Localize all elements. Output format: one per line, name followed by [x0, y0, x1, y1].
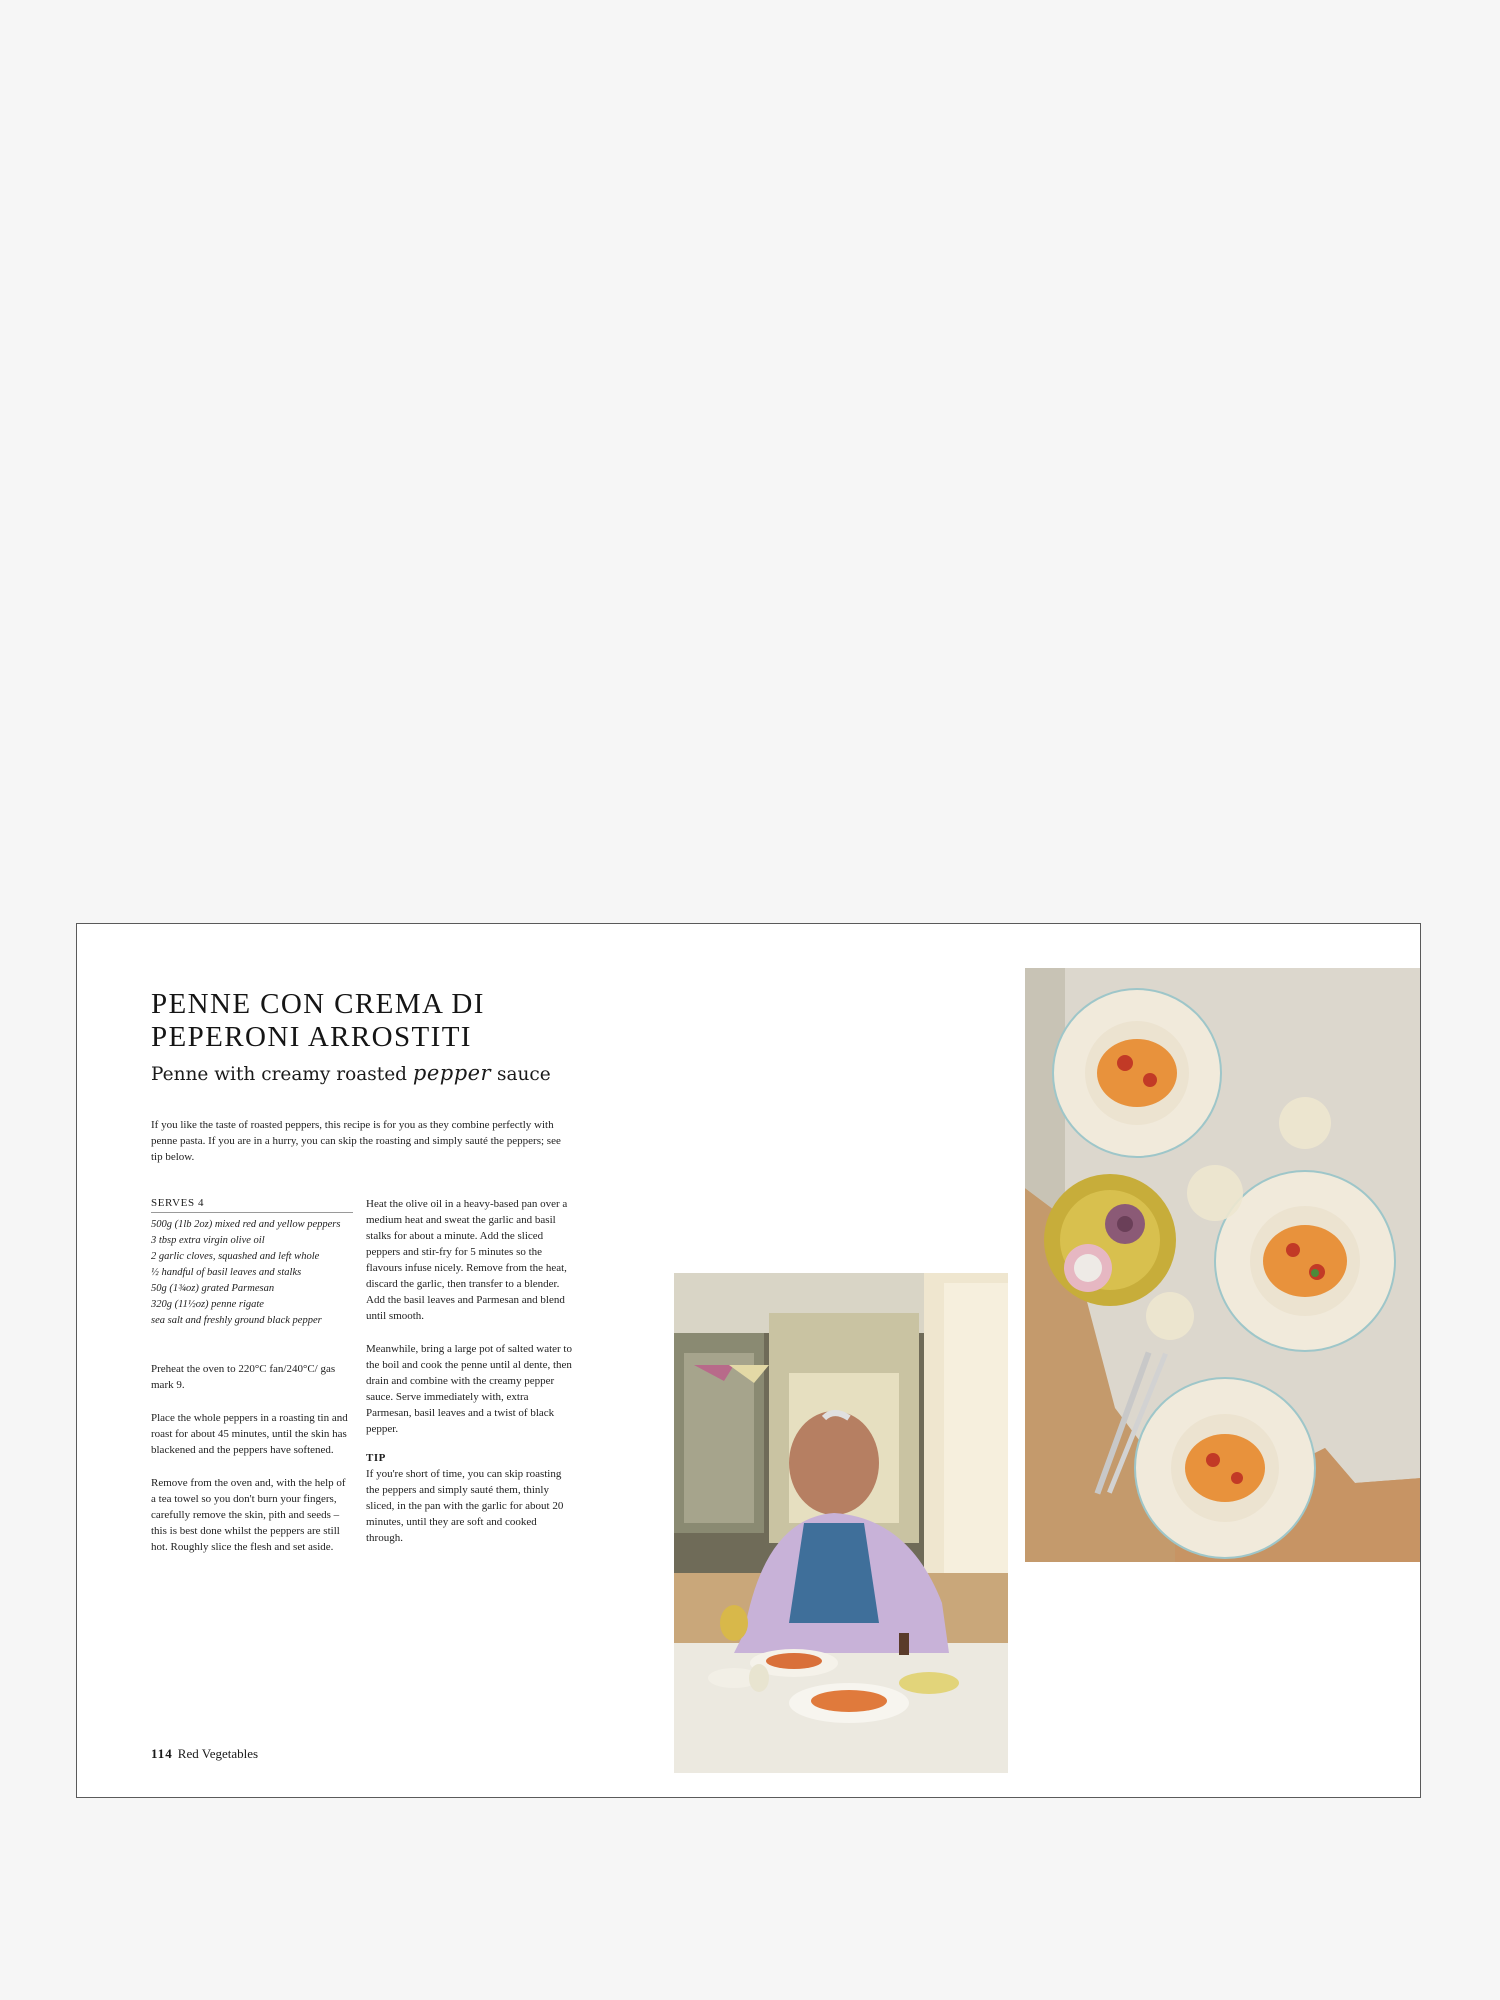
- pasta-table-photo: [1025, 968, 1421, 1562]
- left-column: [151, 1196, 353, 1572]
- right-column: [366, 1196, 572, 1563]
- ingredient-item: 3 tbsp extra virgin olive oil: [151, 1235, 265, 1246]
- ingredient-item: ½ handful of basil leaves and stalks: [151, 1267, 302, 1278]
- serves-label: SERVES 4: [151, 1196, 353, 1213]
- book-spread: [76, 923, 1421, 1798]
- subtitle-end: sauce: [491, 1064, 551, 1085]
- ingredient-list: [151, 1217, 353, 1329]
- method-steps: [151, 1361, 353, 1555]
- recipe-intro: If you like the taste of roasted peppers, this recipe is for you as they combine perfectly with penne pasta. If you are in a hurry, you can skip the roasting and simply sauté the peppers; see tip below.: [151, 1119, 561, 1163]
- ingredient-item: sea salt and freshly ground black pepper: [151, 1315, 322, 1326]
- recipe-title: PENNE CON CREMA DI PEPERONI ARROSTITI: [151, 988, 485, 1053]
- method-step: Heat the olive oil in a heavy-based pan over a medium heat and sweat the garlic and basil stalks for about a minute. Add the sliced peppers and stir-fry for 5 minutes so the flavours infuse nicely. Remove from the heat, discard the garlic, then transfer to a blender. Add the basil leaves and Parmesan and blend until smooth.: [366, 1198, 568, 1322]
- section-name: Red Vegetables: [177, 1746, 259, 1761]
- ingredient-item: 50g (1¾oz) grated Parmesan: [151, 1283, 275, 1294]
- chef-photo: [674, 1273, 1008, 1773]
- tip-text: If you're short of time, you can skip roasting the peppers and simply sauté them, thinly sliced, in the pan with the garlic for about 20 minutes, until they are soft and cooked through.: [366, 1468, 564, 1544]
- page-footer: [151, 1746, 258, 1762]
- subtitle-start: Penne with creamy roasted: [151, 1064, 413, 1085]
- page-number: 114: [151, 1746, 173, 1761]
- ingredient-item: 500g (1lb 2oz) mixed red and yellow peppers: [151, 1219, 341, 1230]
- ingredient-item: 2 garlic cloves, squashed and left whole: [151, 1251, 320, 1262]
- method-step: Preheat the oven to 220°C fan/240°C/ gas mark 9.: [151, 1363, 336, 1391]
- tip-heading: TIP: [366, 1452, 386, 1464]
- method-step: Meanwhile, bring a large pot of salted water to the boil and cook the penne until al dente, then drain and combine with the creamy pepper sauce. Serve immediately with, extra Parmesan, basil leaves and a twist of black pepper.: [366, 1343, 572, 1435]
- method-step: Place the whole peppers in a roasting tin and roast for about 45 minutes, until the skin has blackened and the peppers have softened.: [151, 1412, 348, 1456]
- method-step: Remove from the oven and, with the help of a tea towel so you don't burn your fingers, carefully remove the skin, pith and seeds – this is best done whilst the peppers are still hot. Roughly slice the flesh and set aside.: [151, 1477, 346, 1553]
- recipe-subtitle: [151, 1061, 551, 1085]
- ingredient-item: 320g (11½oz) penne rigate: [151, 1299, 264, 1310]
- subtitle-emphasis: pepper: [412, 1061, 492, 1085]
